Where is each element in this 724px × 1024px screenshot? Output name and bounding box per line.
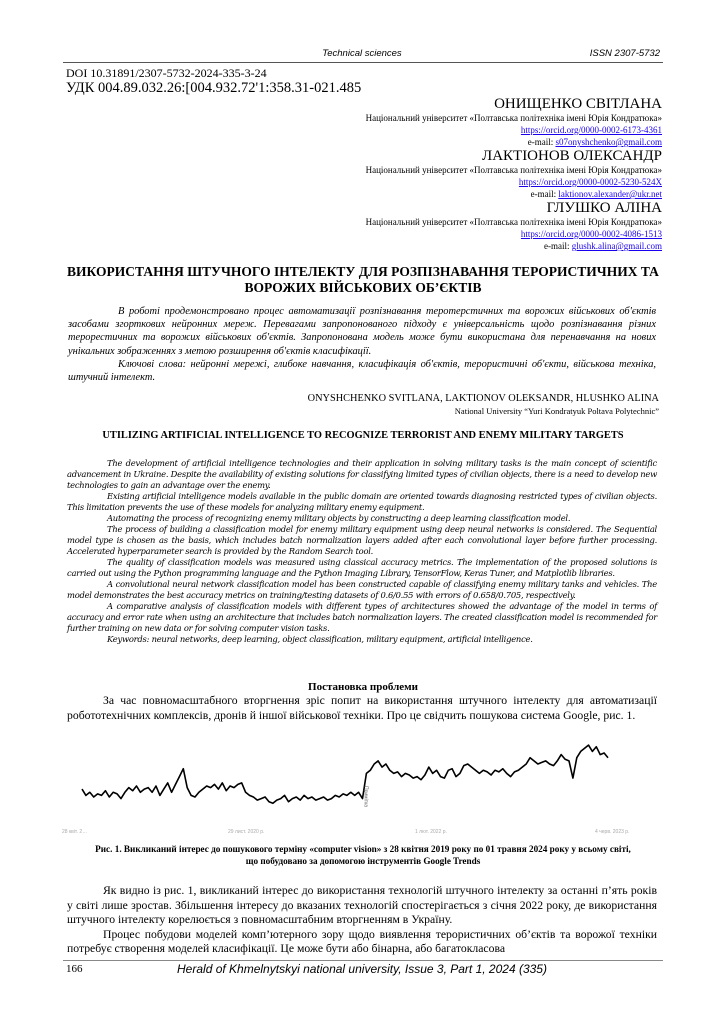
- author-affiliation: Національний університет «Полтавська політехніка імені Юрія Кондратюка»: [365, 165, 662, 175]
- abstract-en-paragraph: The process of building a classification model for enemy military equipment using deep neural networks is considered. The Sequential model type is chosen as the basis, which includes batch normalization layers added after each convolutional layer before further processing. Accelerated hyperparameter search is provided by the Random Search tool.: [67, 524, 657, 556]
- email-link[interactable]: laktionov.alexander@ukr.net: [558, 189, 662, 199]
- caption-line: Рис. 1. Викликаний інтерес до пошукового терміну «computer vision» з 28 квітня 2019 року по 01 травня 2024 року у всьому світі,: [95, 844, 631, 854]
- author-block-en: [308, 392, 659, 418]
- author-2: [242, 148, 662, 200]
- author-affiliation: Національний університет «Полтавська політехніка імені Юрія Кондратюка»: [365, 113, 662, 123]
- figure-caption: [63, 843, 663, 867]
- footer-divider: [63, 960, 663, 961]
- email-label: e-mail:: [530, 189, 559, 199]
- x-axis-ticks: [60, 829, 660, 841]
- caption-line: що побудовано за допомогою інструментів Google Trends: [245, 856, 481, 866]
- abstract-en-paragraph: Automating the process of recognizing enemy military objects by constructing a deep learning classification model.: [107, 513, 571, 523]
- running-header-issn: ISSN 2307-5732: [589, 48, 660, 59]
- affiliation-en: National University “Yuri Kondratyuk Poltava Polytechnic”: [454, 406, 659, 416]
- journal-footer: Herald of Khmelnytskyi national university, Issue 3, Part 1, 2024 (335): [177, 962, 547, 976]
- body-text-2: [67, 884, 657, 957]
- udk-code: УДК 004.89.032.26:[004.932.72'1:358.31-021.485: [66, 80, 362, 96]
- trend-line-chart: [60, 738, 660, 840]
- email-label: e-mail:: [527, 137, 556, 147]
- email-link[interactable]: glushk.alina@gmail.com: [571, 241, 662, 251]
- trend-line: [82, 745, 608, 803]
- abstract-ua: [68, 305, 656, 384]
- paper-title-ua: ВИКОРИСТАННЯ ШТУЧНОГО ІНТЕЛЕКТУ ДЛЯ РОЗПІЗНАВАННЯ ТЕРОРИСТИЧНИХ ТА ВОРОЖИХ ВІЙСЬКОВИХ ОБ’ЄКТІВ: [67, 264, 659, 295]
- section-heading: Постановка проблеми: [308, 681, 418, 693]
- author-name: ГЛУШКО АЛІНА: [546, 200, 662, 216]
- page-number: 166: [66, 963, 83, 975]
- abstract-en-paragraph: Existing artificial intelligence models available in the public domain are oriented towards diagnosing restricted types of civilian objects. This limitation prevents the use of these models for analyzing military enemy equipment.: [67, 491, 657, 512]
- body-paragraph: Як видно із рис. 1, викликаний інтерес до використання технологій штучного інтелекту за останні п’ять років у світі лише зростав. Збільшення інтересу до вказаних технологій спостерігається з січня 2022 року, де використання штучного інтелекту корелюється з повномасштабним вторгненням в Україну.: [67, 884, 657, 927]
- author-block: [242, 96, 662, 252]
- body-text: [67, 694, 657, 723]
- x-tick-label: 1 лют. 2022 р.: [415, 829, 447, 835]
- orcid-link[interactable]: https://orcid.org/0000-0002-6173-4361: [520, 125, 662, 135]
- email-label: e-mail:: [543, 241, 572, 251]
- author-3: [242, 200, 662, 252]
- author-names-en: ONYSHCHENKO SVITLANA, LAKTIONOV OLEKSANDR, HLUSHKO ALINA: [307, 393, 659, 404]
- chart-annotation: Примітка: [362, 786, 369, 808]
- abstract-en-paragraph: The quality of classification models was measured using classical accuracy metrics. The implementation of the proposed solutions is carried out using the Python programming language and the Python Imaging Library, TensorFlow, Keras Tuner, and Matplotlib libraries.: [67, 557, 657, 578]
- author-1: [242, 96, 662, 148]
- orcid-link[interactable]: https://orcid.org/0000-0002-4086-1513: [520, 229, 662, 239]
- doi: DOI 10.31891/2307-5732-2024-335-3-24: [66, 66, 267, 80]
- abstract-en-paragraph: A comparative analysis of classification models with different types of architectures showed the advantage of the model in terms of accuracy and error rate when using an architecture that includes batch normalization layers. The created classification model is recommended for further training on new data or for solving computer vision tasks.: [67, 601, 657, 633]
- author-affiliation: Національний університет «Полтавська політехніка імені Юрія Кондратюка»: [365, 217, 662, 227]
- running-header-section: Technical sciences: [322, 48, 402, 59]
- author-name: ЛАКТІОНОВ ОЛЕКСАНДР: [482, 148, 662, 164]
- x-tick-label: 4 черв. 2023 р.: [595, 829, 630, 835]
- abstract-en-paragraph: The development of artificial intelligence technologies and their application in solving military tasks is the main concept of scientific advancement in Ukraine. Despite the availability of existing solutions for classifying limited types of civilian objects, there is a need to develop new technologies to gain an advantage over the enemy.: [67, 458, 658, 490]
- keywords-en: Keywords: neural networks, deep learning, object classification, military equipment, artificial intelligence.: [107, 634, 533, 644]
- paper-title-en: UTILIZING ARTIFICIAL INTELLIGENCE TO RECOGNIZE TERRORIST AND ENEMY MILITARY TARGETS: [102, 430, 624, 441]
- email-link[interactable]: s07onyshchenko@gmail.com: [555, 137, 662, 147]
- x-tick-label: 29 лист. 2020 р.: [228, 829, 265, 835]
- x-tick-label: 28 квіт. 2…: [62, 829, 88, 835]
- author-name: ОНИЩЕНКО СВІТЛАНА: [494, 96, 662, 112]
- body-paragraph: За час повномасштабного вторгнення зріс попит на використання штучного інтелекту для автоматизації робототехнічних комплексів, дронів й іншої військової техніки. Про це свідчить пошукова система Google, рис. 1.: [67, 694, 657, 722]
- abstract-en: [67, 458, 657, 645]
- keywords-ua: Ключові слова: нейронні мережі, глибоке навчання, класифікація об'єктів, терористичні об'єкти, військова техніка, штучний інтелект.: [68, 358, 656, 384]
- abstract-ua-text: В роботі продемонстровано процес автоматизації розпізнавання теротерстичних та ворожих військових об'єктів засобами згорткових нейронних мереж. Перевагами запропонованого підходу є універсальність щодо розпізнавання різних терорестичних та ворожих військових об'єктів. Запропонована модель може бути використана для перенавчання на нових унікальних зображеннях з метою розширення об'єктів класифікації.: [68, 306, 656, 357]
- abstract-en-paragraph: A convolutional neural network classification model has been constructed capable of classifying enemy military tanks and vehicles. The model demonstrates the best accuracy metrics on training/testing datasets of 0.6/0.55 with errors of 0.658/0.705, respectively.: [67, 579, 657, 600]
- header-divider: [63, 62, 663, 63]
- body-paragraph: Процес побудови моделей комп’ютерного зору щодо виявлення терористичних об’єктів та ворожої техніки потребує створення моделей класифікації. Це може бути або бінарна, або багатокласова: [67, 927, 657, 956]
- orcid-link[interactable]: https://orcid.org/0000-0002-5230-524X: [518, 177, 662, 187]
